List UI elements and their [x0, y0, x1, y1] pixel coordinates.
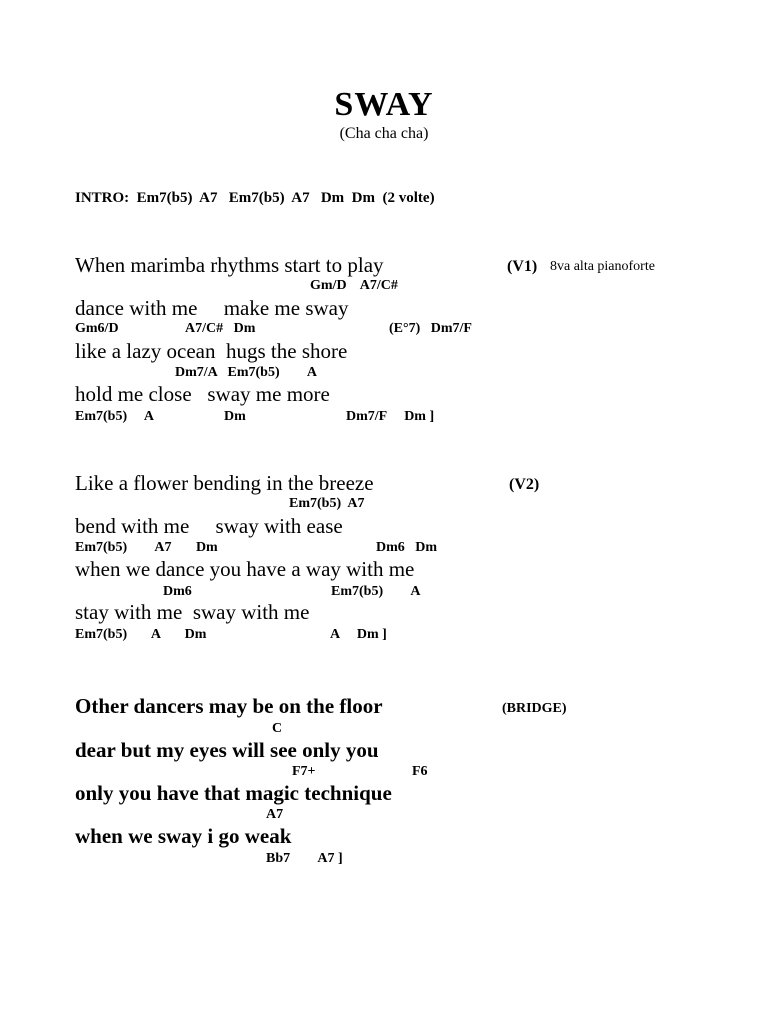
- v1-chords-1: Gm/D A7/C#: [310, 278, 398, 293]
- bridge-lyric-2: dear but my eyes will see only you: [75, 738, 379, 762]
- bridge-lyric-3: only you have that magic technique: [75, 781, 392, 805]
- v1-lyric-2: dance with me make me sway: [75, 296, 349, 320]
- bridge-chords-4: Bb7 A7 ]: [266, 851, 343, 866]
- v2-chords-1: Em7(b5) A7: [289, 496, 365, 511]
- v1-lyric-1: When marimba rhythms start to play: [75, 253, 384, 277]
- intro-line: INTRO: Em7(b5) A7 Em7(b5) A7 Dm Dm (2 volte): [75, 190, 435, 206]
- v2-lyric-1: Like a flower bending in the breeze: [75, 471, 374, 495]
- v2-lyric-3: when we dance you have a way with me: [75, 557, 415, 581]
- song-subtitle: (Cha cha cha): [339, 125, 429, 142]
- bridge-chords-1: C: [272, 721, 283, 736]
- v1-lyric-3: like a lazy ocean hugs the shore: [75, 339, 348, 363]
- v1-chords-2c: (E°7) Dm7/F: [389, 321, 472, 336]
- v2-chords-3b: Em7(b5) A: [331, 584, 421, 599]
- v2-chords-2b: Dm6 Dm: [376, 540, 438, 555]
- song-title: SWAY: [334, 86, 434, 123]
- bridge-chords-3: A7: [266, 807, 284, 822]
- v2-lyric-4: stay with me sway with me: [75, 600, 310, 624]
- v1-chords-4c: Dm7/F Dm ]: [346, 409, 435, 424]
- bridge-tag: (BRIDGE): [502, 701, 567, 716]
- v2-chords-4b: A Dm ]: [330, 627, 387, 642]
- bridge-lyric-4: when we sway i go weak: [75, 824, 292, 848]
- v1-chords-4a: Em7(b5) A: [75, 409, 154, 424]
- v1-chords-2a: Gm6/D: [75, 321, 119, 336]
- v2-chords-3a: Dm6: [163, 584, 192, 599]
- bridge-chords-2a: F7+: [292, 764, 316, 779]
- v1-lyric-4: hold me close sway me more: [75, 382, 330, 406]
- v1-chords-3: Dm7/A Em7(b5) A: [175, 365, 317, 380]
- v1-chords-4b: Dm: [224, 409, 246, 424]
- v2-tag: (V2): [509, 476, 540, 493]
- bridge-lyric-1: Other dancers may be on the floor: [75, 694, 383, 718]
- v1-tag: (V1): [507, 258, 538, 275]
- v2-chords-4a: Em7(b5) A Dm: [75, 627, 207, 642]
- v2-lyric-2: bend with me sway with ease: [75, 514, 343, 538]
- bridge-chords-2b: F6: [412, 764, 428, 779]
- v2-chords-2a: Em7(b5) A7 Dm: [75, 540, 218, 555]
- v1-chords-2b: A7/C# Dm: [185, 321, 256, 336]
- v1-note: 8va alta pianoforte: [550, 259, 655, 274]
